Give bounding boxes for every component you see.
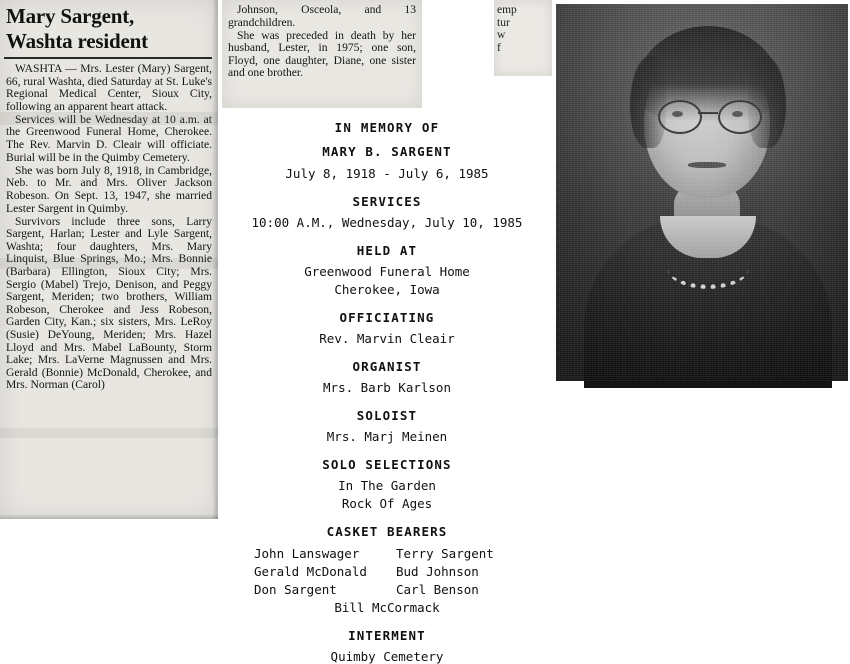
- program-officiating-label: OFFICIATING: [339, 310, 435, 325]
- scrap-line: f: [497, 41, 501, 54]
- clipping-paragraph: Johnson, Osceola, and 13 grandchildren.: [228, 3, 416, 29]
- casket-bearer-name: Bud Johnson: [396, 564, 479, 579]
- casket-bearer-name: Gerald McDonald: [254, 564, 367, 579]
- program-services-label: SERVICES: [352, 194, 422, 209]
- newspaper-clipping-column-1: [0, 0, 218, 519]
- program-in-memory-of-label: IN MEMORY OF: [334, 120, 440, 135]
- program-casket-bearers-label: CASKET BEARERS: [326, 524, 448, 539]
- paper-smudge: [0, 428, 218, 438]
- clipping-paragraph: Survivors include three sons, Larry Sargent, Harlan; Lester and Lyle Sargent, Washta; four daughters, Mrs. Mary Linquist, Blue Springs, Mo.; Mrs. Bonnie (Barbara) Ellington, Sioux City; Mrs. Sergio (Mabel) Trejo, Denison, and Peggy Sargent, Meriden; two brothers, William Robeson, Cherokee and Jess Robeson, Garden City, Kan.; six sisters, Mrs. LeRoy (Susie) DeYoung, Meriden; Mrs. Hazel Lloyd and Mrs. Mabel LaBounty, Storm Lake; Mrs. LaVerne Magnussen and Mrs. Gerald (Bonnie) McDonald, Cherokee, and Mrs. Norman (Carol): [6, 214, 212, 392]
- casket-bearers-list: [222, 546, 552, 615]
- clipping-headline: [0, 0, 218, 54]
- casket-bearer-row: [222, 564, 552, 579]
- photo-background: [556, 4, 848, 381]
- clipping-paragraph: WASHTA — Mrs. Lester (Mary) Sargent, 66, rural Washta, died Saturday at St. Luke's Regional Medical Center, Sioux City, following an apparent heart attack.: [6, 62, 212, 113]
- casket-bearer-name: Bill McCormack: [334, 600, 440, 615]
- scrap-line: emp: [497, 4, 517, 16]
- funeral-program-card: [222, 110, 552, 664]
- paper-edge-shadow-bottom: [0, 514, 218, 519]
- program-officiating-value: Rev. Marvin Cleair: [319, 331, 455, 346]
- clipping-body-column-1: [0, 63, 218, 392]
- program-solo-selections-label: SOLO SELECTIONS: [322, 457, 452, 472]
- clipping-headline-line-1: Mary Sargent,: [6, 4, 135, 28]
- program-interment-label: INTERMENT: [348, 628, 426, 643]
- scrap-line: tur: [497, 16, 510, 29]
- program-interment-value: Quimby Cemetery: [330, 649, 444, 664]
- casket-bearer-name: Don Sargent: [254, 582, 337, 597]
- newspaper-clipping-scrap: [494, 0, 552, 76]
- program-organist-value: Mrs. Barb Karlson: [323, 380, 451, 395]
- program-held-at-city: Cherokee, Iowa: [334, 282, 440, 297]
- scrap-line: w: [497, 29, 506, 42]
- program-soloist-value: Mrs. Marj Meinen: [326, 429, 448, 444]
- clipping-headline-line-2: Washta resident: [6, 29, 148, 53]
- casket-bearer-name: Terry Sargent: [396, 546, 494, 561]
- program-solo-selection: Rock Of Ages: [341, 496, 433, 511]
- program-soloist-label: SOLOIST: [356, 408, 418, 423]
- program-organist-label: ORGANIST: [352, 359, 422, 374]
- clipping-paragraph: She was born July 8, 1918, in Cambridge, Neb. to Mr. and Mrs. Oliver Jackson Robeson. On Sept. 13, 1947, she married Lester Sargent in Quimby.: [6, 163, 212, 215]
- program-deceased-name: MARY B. SARGENT: [322, 144, 452, 159]
- portrait-photo: [556, 4, 848, 381]
- program-held-at-venue: Greenwood Funeral Home: [304, 264, 470, 279]
- photo-film-grain: [556, 4, 848, 381]
- headline-divider-rule: [4, 57, 212, 59]
- newspaper-clipping-column-2: [222, 0, 422, 108]
- program-solo-selection: In The Garden: [338, 478, 436, 493]
- clipping-paragraph: She was preceded in death by her husband, Lester, in 1975; one son, Floyd, one daughter, Diane, one sister and one brother.: [228, 28, 416, 80]
- casket-bearer-name: Carl Benson: [396, 582, 479, 597]
- clipping-body-column-2: [222, 0, 422, 80]
- program-life-dates: July 8, 1918 - July 6, 1985: [285, 166, 489, 181]
- casket-bearer-row: [222, 582, 552, 597]
- casket-bearer-row: [222, 546, 552, 561]
- program-held-at-label: HELD AT: [356, 243, 418, 258]
- program-services-value: 10:00 A.M., Wednesday, July 10, 1985: [251, 215, 523, 230]
- casket-bearer-name: John Lanswager: [254, 546, 360, 561]
- clipping-paragraph: Services will be Wednesday at 10 a.m. at the Greenwood Funeral Home, Cherokee. The Rev. Marvin D. Cleair will officiate. Burial will be in the Quimby Cemetery.: [6, 112, 212, 164]
